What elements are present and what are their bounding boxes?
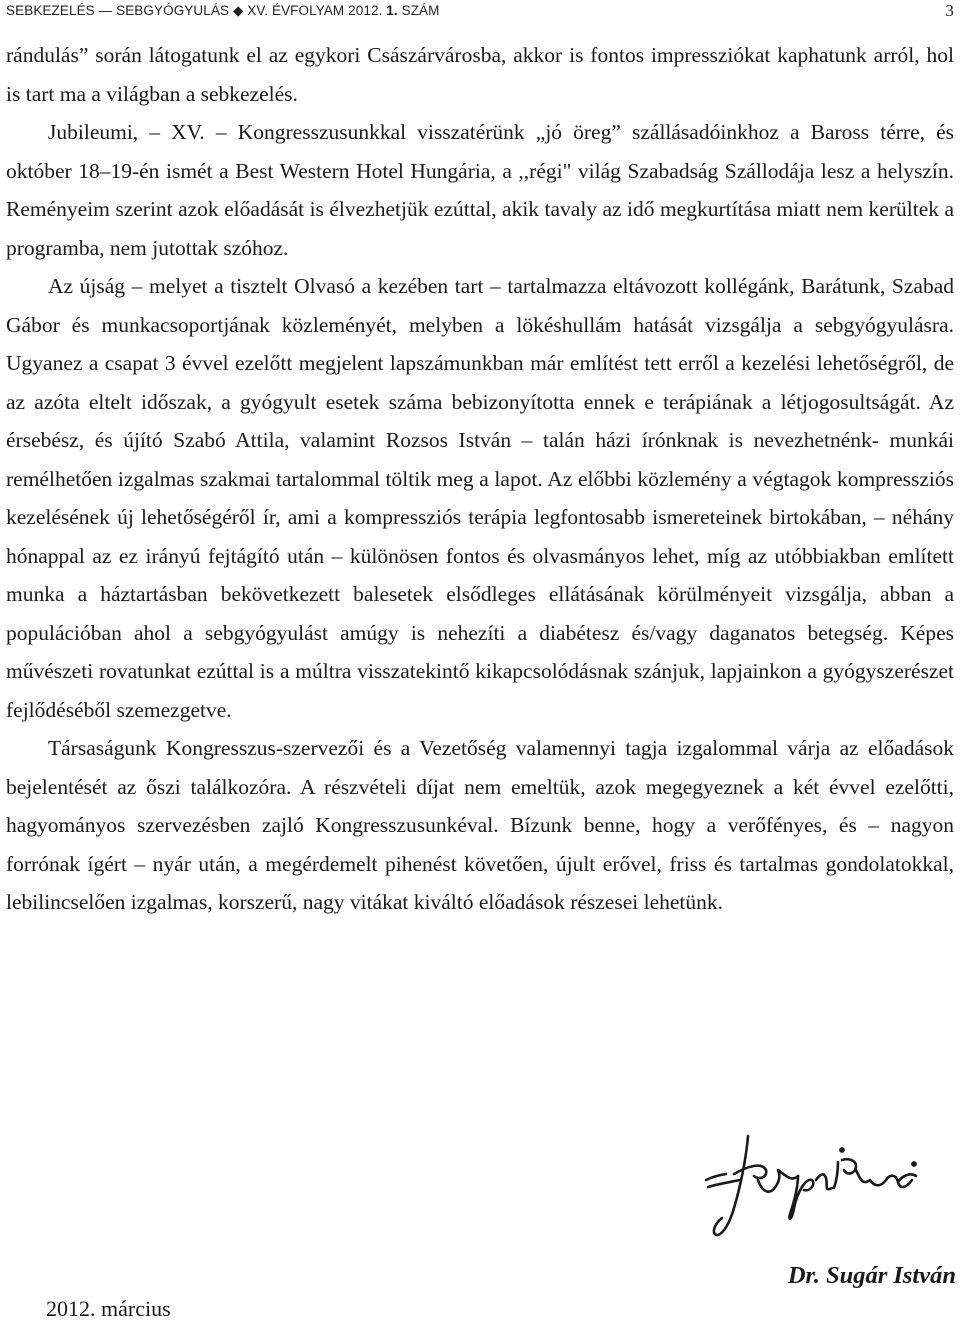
running-header (6, 0, 954, 22)
paragraph-3: Az újság – melyet a tisztelt Olvasó a kezében tart – tartalmazza eltávozott kollégánk, Barátunk, Szabad Gábor és munkacsoportjának közleményét, melyben a lökéshullám hatását vizsgálja a sebgyógyulásra. Ugyanez a csapat 3 évvel ezelőtt megjelent lapszámunkban már említést tett erről a kezelési lehetőségről, de az azóta eltelt időszak, a gyógyult esetek száma bebizonyította ennek e terápiának a létjogosultságát. Az érsebész, és újító Szabó Attila, valamint Rozsos István – talán házi írónknak is nevezhetnénk- munkái remélhetően izgalmas szakmai tartalommal töltik meg a lapot. Az előbbi közlemény a végtagok kompressziós kezelésének új lehetőségéről ír, ami a kompressziós terápia legfontosabb ismereteinek birtokában, – néhány hónappal az ez irányú fejtágító után – különösen fontos és olvasmányos lehet, míg az utóbbiakban említett munka a háztartásban bekövetkezett balesetek elsődleges ellátásának körülményeit vizsgálja, abban a populációban ahol a sebgyógyulást amúgy is nehezíti a diabétesz és/vagy daganatos betegség. Képes művészeti rovatunkat ezúttal is a múltra visszatekintő kikapcsolódásnak szánjuk, lapjainkon a gyógyszerészet fejlődéséből szemezgetve. (6, 274, 954, 722)
paragraph-2: Jubileumi, – XV. – Kongresszusunkkal visszatérünk „jó öreg” szállásadóinkhoz a Baross térre, és október 18–19-én ismét a Best Western Hotel Hungária, a ,,régi" világ Szabadság Szállodája lesz a helyszín. Reményeim szerint azok előadását is élvezhetjük ezúttal, akik tavaly az idő megkurtítása miatt nem kerültek a programba, nem jutottak szóhoz. (6, 120, 954, 260)
paragraph-1: rándulás” során látogatunk el az egykori Császárvárosba, akkor is fontos impressziókat kaphatunk arról, hol is tart ma a világban a sebkezelés. (6, 43, 954, 106)
diamond-separator-icon: ◆ (232, 3, 244, 18)
author-name: Dr. Sugár István (787, 1262, 956, 1289)
page-number: 3 (945, 1, 954, 20)
issue-number: 1. (386, 3, 398, 18)
date-line: 2012. március (46, 1296, 171, 1321)
journal-title: SEBKEZELÉS — SEBGYÓGYULÁS (6, 3, 230, 18)
paragraph-4: Társaságunk Kongresszus-szervezői és a Vezetőség valamennyi tagja izgalommal várja az előadások bejelentését az őszi találkozóra. A részvételi díjat nem emeltük, azok megegyeznek a két évvel ezelőtti, hagyományos szervezésben zajló Kongresszusunkéval. Bízunk benne, hogy a verőfényes, és – nagyon forrónak ígért – nyár után, a megérdemelt pihenést követően, újult erővel, friss és tartalmas gondolatokkal, lebilincselően izgalmas, korszerű, nagy vitákat kiváltó előadások részesei lehetünk. (6, 736, 954, 914)
issue-label: SZÁM (401, 3, 440, 18)
article-body (6, 36, 954, 922)
volume-label: XV. ÉVFOLYAM 2012. (247, 3, 383, 18)
handwritten-signature (696, 1130, 926, 1250)
running-header-text (6, 0, 440, 22)
